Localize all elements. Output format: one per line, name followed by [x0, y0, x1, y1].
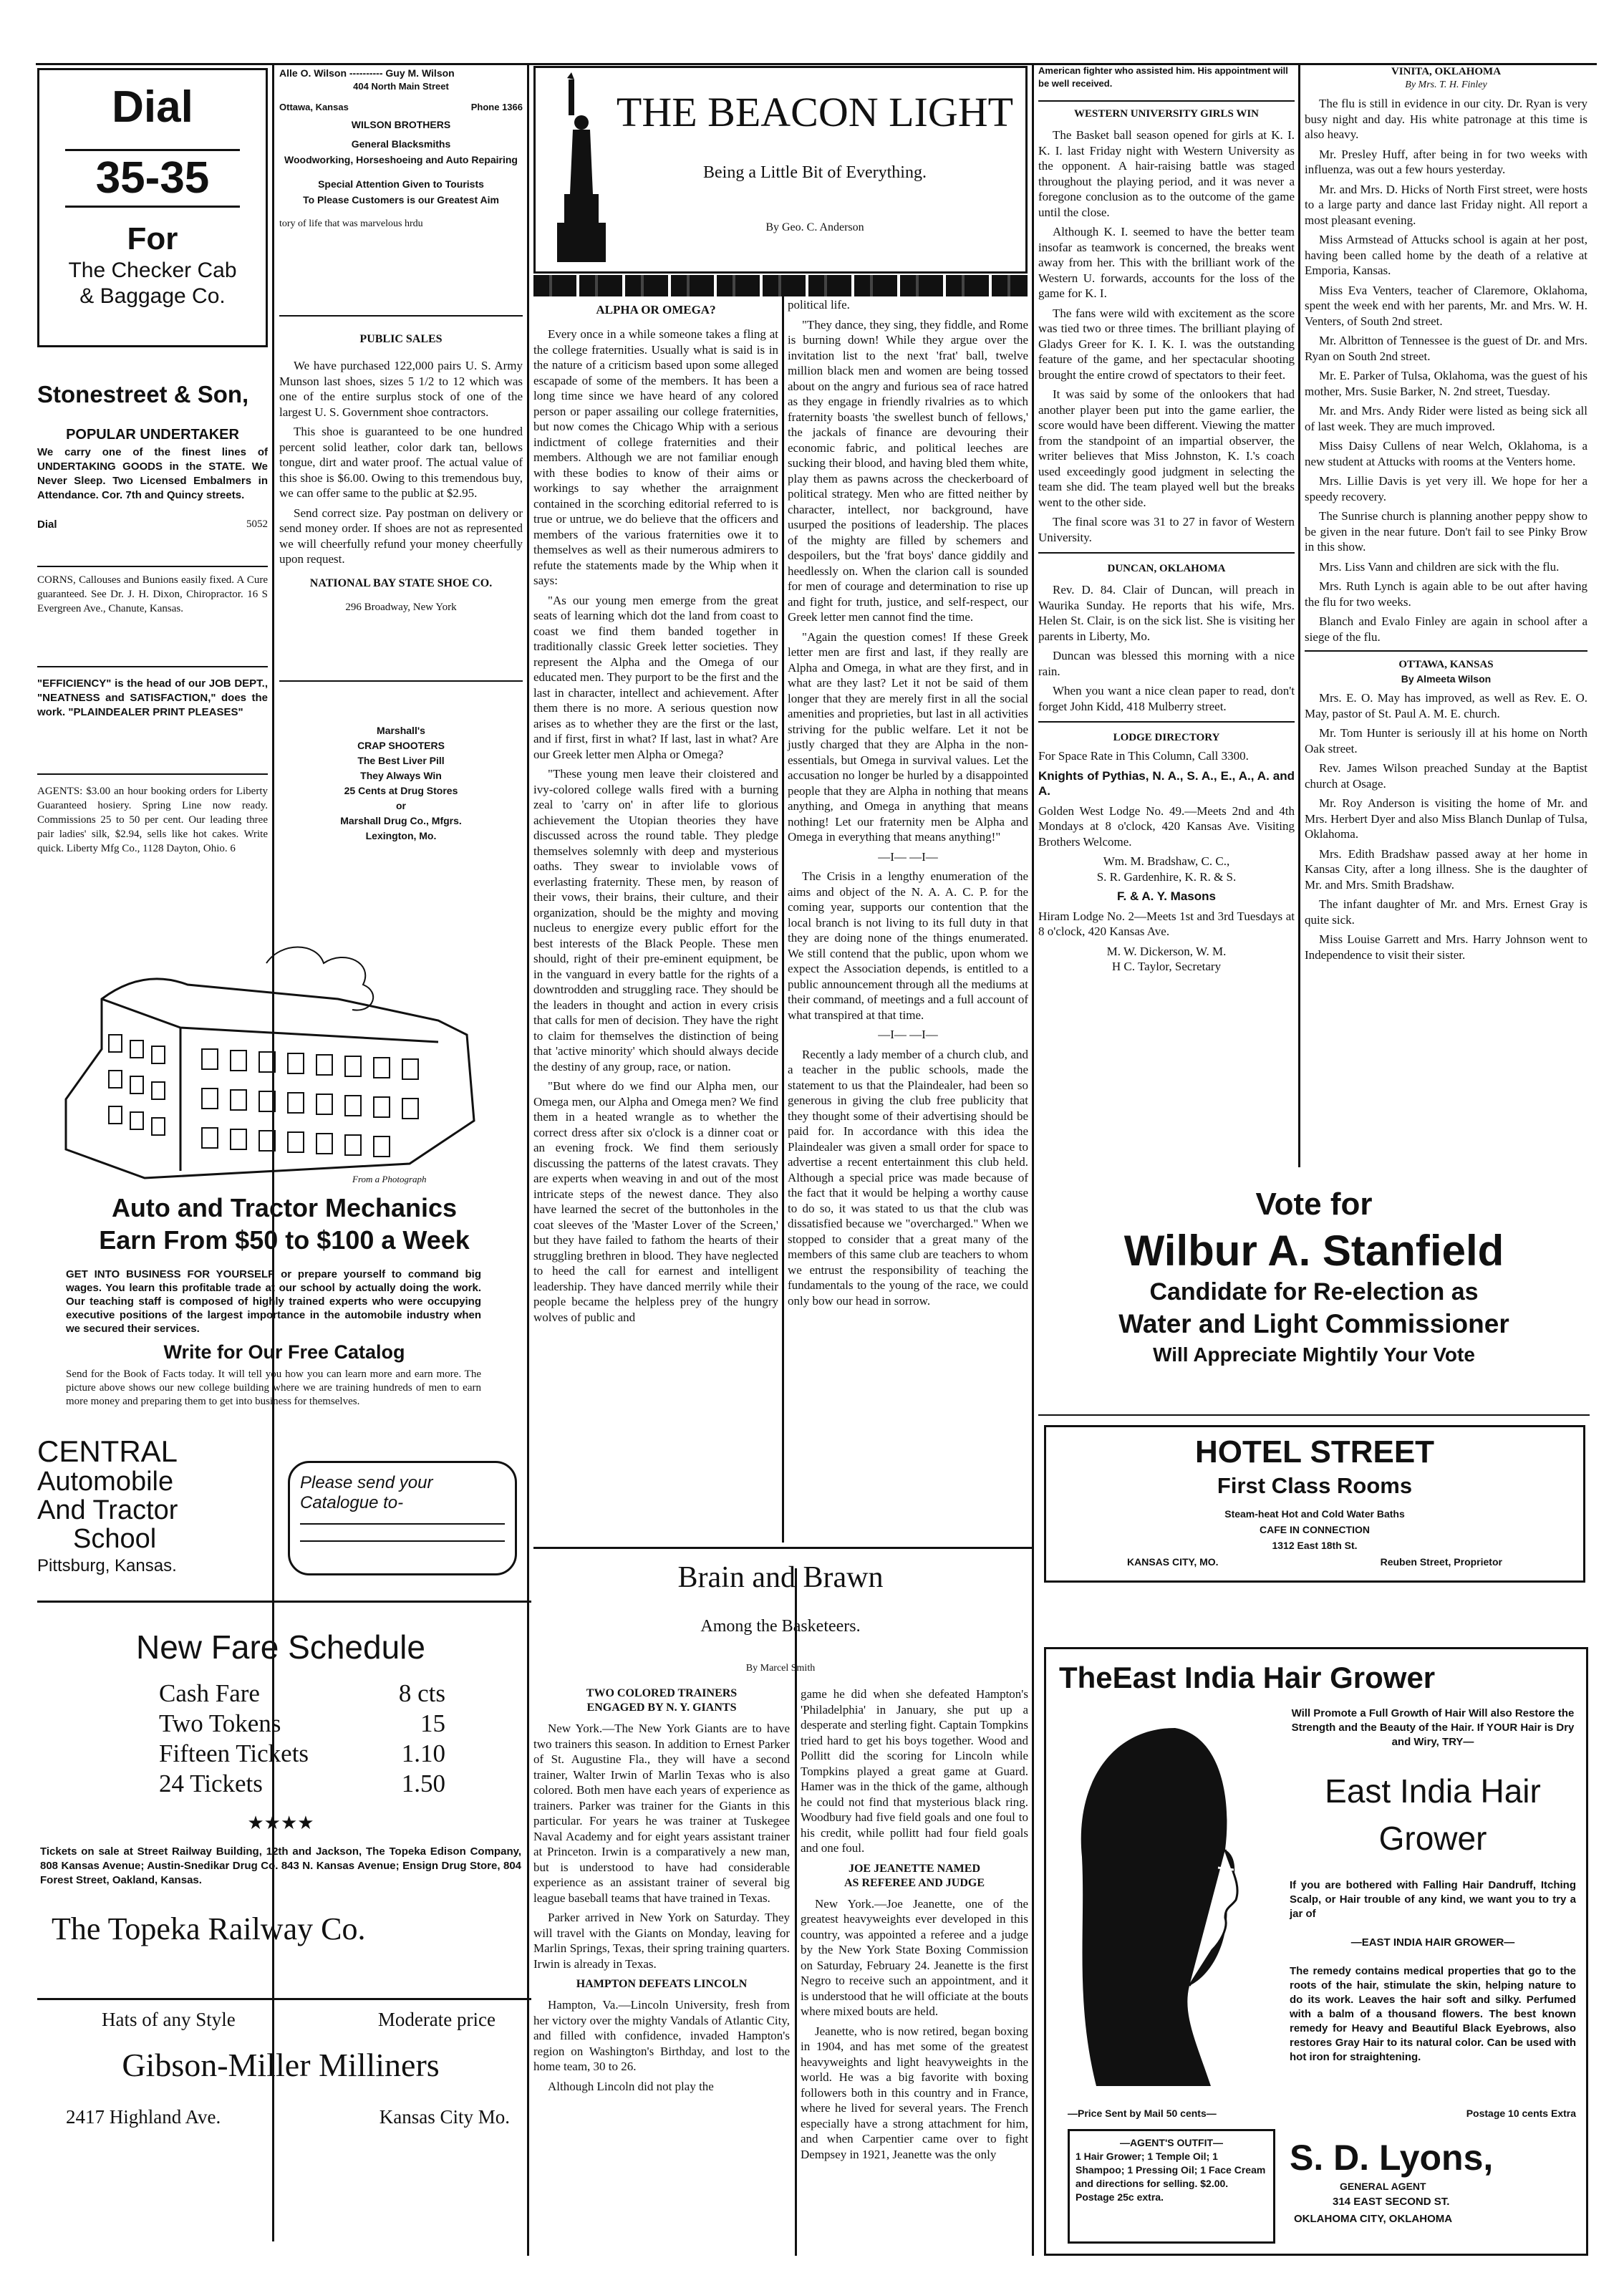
beacon-column-b [788, 297, 1028, 1547]
public-sales-ad [279, 329, 523, 659]
vinita-byline: By Mrs. T. H. Finley [1405, 79, 1487, 90]
stonestreet-ad [37, 380, 268, 566]
news-paragraph: Mr. and Mrs. Andy Rider were listed as being sick all of last week. They are much improved. [1305, 404, 1587, 433]
ottawa-headline: OTTAWA, KANSAS [1398, 659, 1494, 670]
beacon-light-masthead [533, 66, 1028, 274]
western-university-story [1038, 127, 1295, 545]
sports-paragraph: Jeanette, who is now retired, began boxing in 1904, and has met some of the greatest heavyweights and light heavyweights in the world. He was a big favorite with boxing followers both in this country and in France, where he lived for several years. The French especially have a strong attachment for him, and when Carpentier came over to fight Dempsey in 1921, Jeanette was the only [801, 2024, 1028, 2161]
fare-row [159, 1709, 445, 1739]
fare-schedule-ad [37, 1626, 524, 1984]
hotel-line: CAFE IN CONNECTION [1260, 1524, 1370, 1535]
western-university-headline: WESTERN UNIVERSITY GIRLS WIN [1074, 108, 1259, 120]
stonestreet-title: Stonestreet & Son, [37, 381, 249, 407]
school-building-illustration [37, 935, 531, 1199]
beacon-column-a [533, 301, 778, 1547]
candidate-appeal: Will Appreciate Mightily Your Vote [1153, 1343, 1475, 1366]
stonestreet-sub: POPULAR UNDERTAKER [66, 427, 239, 443]
wilson-phone: Phone 1366 [470, 102, 523, 112]
agent-outfit-head: —AGENT'S OUTFIT— [1119, 2137, 1224, 2148]
news-paragraph: Mrs. Ruth Lynch is again able to be out after having the flu for two weeks. [1305, 579, 1587, 609]
beacon-title: THE BEACON LIGHT [616, 89, 1014, 135]
lodge-directory-headline: LODGE DIRECTORY [1113, 732, 1220, 743]
news-paragraph: Mr. E. Parker of Tulsa, Oklahoma, was the guest of his mother, Mrs. Susie Barker, N. 2nd street, Tuesday. [1305, 369, 1587, 398]
news-paragraph: Mr. Presley Huff, after being in for two weeks with influenza, was out a few hours yesterday. [1305, 147, 1587, 176]
coupon-line [300, 1523, 505, 1525]
candidate-name: Wilbur A. Stanfield [1123, 1227, 1504, 1275]
stonestreet-phone: 5052 [246, 518, 268, 530]
agent-role: GENERAL AGENT [1340, 2181, 1426, 2192]
gibson-city: Kansas City Mo. [379, 2106, 510, 2128]
wilson-line: To Please Customers is our Greatest Aim [303, 194, 499, 206]
news-paragraph: The Sunrise church is planning another peppy show to be given in the near future. Don't fail to see Pinky Brow in this show. [1305, 509, 1587, 554]
news-paragraph: Miss Daisy Cullens of near Welch, Oklahoma, is a new student at Attucks with rooms at the Venters home. [1305, 439, 1587, 468]
gibson-bottom-row [37, 2103, 524, 2131]
alpha-omega-headline: ALPHA OR OMEGA? [596, 303, 716, 317]
sports-paragraph: Parker arrived in New York on Saturday. They will travel with the Giants on Monday, leaving for Marlin Springs, Texas, their spring training quarters. Irwin is already in Texas. [533, 1911, 790, 1971]
coupon-line [300, 1540, 505, 1542]
wilson-names: Alle O. Wilson ---------- Guy M. Wilson [279, 67, 455, 79]
school-name-line: School [73, 1524, 157, 1554]
hotel-city: KANSAS CITY, MO. [1127, 1556, 1219, 1568]
beacon-paragraph: "But where do we find our Alpha men, our Omega men, our Alpha and Omega men? We find them in a heated wrangle as to whether the correct dress after six o'clock is a dinner coat or an evening frock. We find them seriously discussing the patterns of the latest cravats. They are experts when weaving in and out of the most intricate steps of the newest dance. They also have learned the secret of the buttonholes in the coat sleeves of the 'Master Lover of the Screen,' but they have failed to fathom the hearts of their struggling brethren in blood. They have neglected to heed the call for earnest and intelligent leadership. They have danced merrily while their people became the helpless prey of the hungry wolves of public and [533, 1079, 778, 1324]
fare-label: Two Tokens [159, 1709, 281, 1737]
news-paragraph: The fans were wild with excitement as the score was tied two or three times. The brilliant playing of Gladys Greer for K. I. K. I. was the outstanding feature of the game, and her spectacular shooting brought the entire crowd of spectators to their feet. [1038, 306, 1295, 382]
hair-brand: Grower [1378, 1820, 1487, 1857]
sports-headline: HAMPTON DEFEATS LINCOLN [576, 1978, 748, 1990]
hair-grower-tagline: Will Promote a Full Growth of Hair Will also Restore the Strength and the Beauty of the Hair. If YOUR Hair is Dry and Wiry, TRY— [1291, 1707, 1575, 1748]
hair-grower-copy: If you are bothered with Falling Hair Dandruff, Itching Scalp, or Hair trouble of any kind, we want you to try a jar of [1290, 1879, 1576, 1920]
news-paragraph: Miss Armstead of Attucks school is again at her post, having been called home by the death of a relative at Emporia, Kansas. [1305, 233, 1587, 277]
sports-text-b [801, 1686, 1028, 1856]
lodge-line: Knights of Pythias, N. A., S. A., E., A., A. and A. [1038, 768, 1295, 798]
news-paragraph: Rev. D. 84. Clair of Duncan, will preach in Waurika Sunday. He reports that his wife, Mrs. Helen St. Clair, is on the sick list. She is visiting her parents in Liberty, Mo. [1038, 583, 1295, 643]
fare-value: 1.10 [401, 1739, 445, 1767]
beacon-subtitle: Being a Little Bit of Everything. [703, 163, 927, 182]
sports-text-b2 [801, 1896, 1028, 2163]
lodge-line: F. & A. Y. Masons [1117, 889, 1216, 903]
dial-for: For [127, 221, 178, 256]
beacon-paragraph: Every once in a while someone takes a fling at the college fraternities. Usually what is said is in the nature of a criticism based upon some alleged escapade of some of the members. It has been a long time since we have heard of any colored person or paper assailing our college fraternities, but now comes the Chicago Whip with a serious indictment of college fraternities and their members. Although we are not familiar enough with these bodies to know of their aims or workings to say whether the arraignment contained in the scorching editorial referred to is true or untrue, we do believe that the officers and members of the various fraternities owe it to themselves as well as their numerous admirers to refute the statements made by the Whip when it says: [533, 327, 778, 587]
hotel-proprietor: Reuben Street, Proprietor [1380, 1556, 1502, 1568]
school-name-line: And Tractor [37, 1495, 178, 1525]
efficiency-ad: "EFFICIENCY" is the head of our JOB DEPT., "NEATNESS and SATISFACTION," does the work. "PLAINDEALER PRINT PLEASES" [37, 677, 268, 718]
sports-paragraph: New York.—Joe Jeanette, one of the greatest heavyweights ever developed in this country, was appointed a referee and a judge by the New York State Boxing Commission on Saturday, February 24. Jeanette is the first Negro to receive such an appointment, and it is understood that he will officiate at the bouts where mixed bouts are held. [801, 1896, 1028, 2018]
corns-ad: CORNS, Callouses and Bunions easily fixed. A Cure guaranteed. See Dr. J. H. Dixon, Chiropractor. 16 S Evergreen Ave., Chanute, Kansas. [37, 574, 268, 614]
news-paragraph: Mrs. E. O. May has improved, as well as Rev. E. O. May, pastor of St. Paul A. M. E. church. [1305, 691, 1587, 720]
dial-title: Dial [112, 82, 193, 132]
gibson-price: Moderate price [377, 2009, 496, 2030]
sports-paragraph: game he did when she defeated Hampton's 'Philadelphia' in January, she put up a desperate and sterling fight. Captain Tompkins tried hard to get his boys together. Wood and Pollitt did the scoring for Lincoln while Tompkins played a great game at Guard. Hamer was in the thick of the game, although he could not find that mysterious black ring. Woodbury had five field goals and one foul to his credit, while pollitt had four field goals and one foul. [801, 1687, 1028, 1855]
sports-paragraph: New York.—The New York Giants are to have two trainers this season. In addition to Ernest Parker of St. Augustine Fla., they will have a second trainer, Walter Irwin of Marlin Texas who is also colored. Both men have each years of experience as trainers. Parker was trainer for the Giants in this particular. For years he was trainer at Tuskegee Naval Academy and for eight years assistant trainer at Princeton. Irwin is a comparatively a new man, but is understood to have had considerable experience as an assistant trainer of several big league baseball teams that have trained in Texas. [533, 1722, 790, 1905]
gibson-miller-ad [37, 2005, 524, 2148]
wilson-firm: WILSON BROTHERS [351, 119, 451, 130]
beacon-decorative-band [533, 275, 1028, 296]
beacon-byline: By Geo. C. Anderson [765, 221, 864, 233]
column-rule [1032, 64, 1034, 2256]
gibson-address: 2417 Highland Ave. [66, 2106, 221, 2128]
gibson-style: Hats of any Style [102, 2009, 236, 2030]
agent-outfit-body: 1 Hair Grower; 1 Temple Oil; 1 Shampoo; 1 Pressing Oil; 1 Face Cream and directions for selling. $2.00. Postage 25c extra. [1076, 2151, 1266, 2203]
lodge-line: Hiram Lodge No. 2—Meets 1st and 3rd Tuesdays at 8 o'clock, 420 Kansas Ave. [1038, 909, 1295, 938]
agent-city: OKLAHOMA CITY, OKLAHOMA [1294, 2213, 1453, 2225]
lodge-line: M. W. Dickerson, W. M. [1106, 944, 1227, 958]
news-paragraph: Mr. and Mrs. D. Hicks of North First street, were hosts to a large party and dance last Friday night. All report a most pleasant evening. [1305, 182, 1587, 227]
public-sales-paragraph: Send correct size. Pay postman on delivery or send money order. If shoes are not as represented we will cheerfully refund your money cheerfully upon request. [279, 506, 523, 566]
news-paragraph: The final score was 31 to 27 in favor of Western University. [1038, 515, 1295, 544]
shoe-company: NATIONAL BAY STATE SHOE CO. [309, 576, 493, 589]
news-paragraph: Duncan was blessed this morning with a nice rain. [1038, 649, 1295, 678]
separator: —I— —I— [878, 1028, 938, 1041]
marshall-line: The Best Liver Pill [357, 755, 445, 766]
news-paragraph: Mr. Tom Hunter is seriously ill at his home on North Oak street. [1305, 726, 1587, 756]
sports-column-b [801, 1686, 1028, 2259]
hair-price-row [1068, 2108, 1576, 2119]
news-paragraph: Mrs. Lillie Davis is yet very ill. We hope for her a speedy recovery. [1305, 474, 1587, 503]
news-paragraph: It was said by some of the onlookers that had another player been put into the game earlier, the score would have been different. Viewing the matter from the standpoint of an impartial observer, the writer believes that Miss Johnston, K. I.'s coach used exceedingly good judgment in selecting the team she did. The team played well but the breaks went to the other side. [1038, 387, 1295, 509]
beacon-text-b [788, 297, 1028, 1308]
brain-brawn-title: Brain and Brawn [677, 1561, 884, 1594]
hair-grower-product: —EAST INDIA HAIR GROWER— [1350, 1936, 1515, 1949]
fare-value: 15 [420, 1709, 445, 1737]
public-sales-paragraph: This shoe is guaranteed to be one hundred percent solid leather, color dark tan, bellows tongue, dirt and water proof. The actual value of this shoe is $6.00. Owing to this tremendous buy, we can offer same to the public at $2.95. [279, 425, 523, 500]
fare-title: New Fare Schedule [136, 1628, 425, 1666]
fare-label: Cash Fare [159, 1679, 260, 1707]
shoe-company-address: 296 Broadway, New York [345, 601, 457, 613]
hotel-line: Steam-heat Hot and Cold Water Baths [1224, 1508, 1405, 1520]
marshall-line: or [396, 800, 406, 811]
marshall-line: 25 Cents at Drug Stores [344, 785, 458, 796]
fare-row [159, 1739, 445, 1769]
candidate-line: Candidate for Re-election as [1149, 1278, 1479, 1305]
news-paragraph: The infant daughter of Mr. and Mrs. Ernest Gray is quite sick. [1305, 897, 1587, 927]
news-paragraph: Mr. Albritton of Tennessee is the guest of Dr. and Mrs. Ryan on South 2nd street. [1305, 334, 1587, 363]
sports-headline: TWO COLORED TRAINERS [586, 1687, 738, 1699]
public-sales-paragraph: We have purchased 122,000 pairs U. S. Army Munson last shoes, sizes 5 1/2 to 12 which was one of the entire surplus stock of one of the largest U. S. Government shoe contractors. [279, 359, 523, 419]
sports-headline: ENGAGED BY N. Y. GIANTS [586, 1701, 737, 1714]
hotel-title: HOTEL STREET [1194, 1434, 1435, 1469]
news-paragraph: Although K. I. seemed to have the better team insofar as teamwork is concerned, the breaks went away from her. This with the brilliant work of the Western U. forwards, accounts for the loss of the game for K. I. [1038, 225, 1295, 300]
marshall-ad [279, 723, 523, 874]
agent-name: S. D. Lyons, [1290, 2138, 1494, 2178]
lodge-line: Wm. M. Bradshaw, C. C., [1103, 854, 1230, 868]
lodge-line: S. R. Gardenhire, K. R. & S. [1096, 869, 1237, 884]
lodge-line: For Space Rate in This Column, Call 3300. [1038, 749, 1249, 763]
school-name [37, 1436, 281, 1579]
public-sales-title: PUBLIC SALES [359, 333, 443, 345]
fare-table [159, 1679, 445, 1799]
sports-paragraph: Although Lincoln did not play the [548, 2079, 714, 2093]
news-paragraph: The flu is still in evidence in our city. Dr. Ryan is very busy night and day. His white patronage at this time is also heavy. [1305, 97, 1587, 141]
fare-label: Fifteen Tickets [159, 1739, 309, 1767]
auto-body: GET INTO BUSINESS FOR YOURSELF or prepare yourself to command big wages. You learn this profitable trade at our school by actually doing the work. Our teaching staff is composed of highly trained experts who were occupying executive positions of the largest importance in the automobile industry when we secured their services. [66, 1268, 481, 1335]
hair-postage: Postage 10 cents Extra [1466, 2108, 1576, 2119]
hair-grower-description: The remedy contains medical properties that go to the roots of the hair, stimulate the skin, helping nature to do its work. Leaves the hair soft and silky. Perfumed with a balm of a thousand flowers. The best known remedy for Heavy and Beautiful Black Eyebrows, also restores Gray Hair to its natural color. Can be used with hot iron for straightening. [1290, 1965, 1576, 2063]
sports-headline: JOE JEANETTE NAMED [848, 1862, 981, 1875]
beacon-paragraph: "These young men leave their cloistered and ivy-colored college walls fired with a burning zeal to 'carry on' in after life to glorious achievement the Utopian theories they have discussed across the round table. They pledge themselves solemnly with deep and mysterious oaths. They swear to inviolable vows of everlasting fraternity. These men, by reason of their vows, their brains, their culture, and their organization, should be the mighty and moving nucleus to energize every public effort for the best interests of the Black People. These men should, right of their pre-eminent equipment, be in the vanguard in every battle for the rights of a downtrodden and struggling race. They should be the leaders in thought and action in every crisis that calls for men of decision. They have the right to claim for themselves the distinction of being that 'active minority' which should always decide the destiny of any group, race, or nation. [533, 767, 778, 1073]
auto-school-ad [37, 935, 531, 1593]
vinita-headline: VINITA, OKLAHOMA [1391, 66, 1502, 77]
catalog-coupon[interactable] [288, 1461, 517, 1575]
news-paragraph: Mrs. Liss Vann and children are sick with the flu. [1319, 559, 1560, 574]
news-paragraph: Rev. James Wilson preached Sunday at the Baptist church at Osage. [1305, 761, 1587, 791]
wilson-line: Special Attention Given to Tourists [318, 178, 484, 190]
wilson-city: Ottawa, Kansas [279, 102, 349, 112]
fare-row [159, 1769, 445, 1799]
school-city: Pittsburg, Kansas. [37, 1556, 177, 1575]
gibson-name: Gibson-Miller Milliners [122, 2047, 440, 2083]
sports-column-a [533, 1686, 790, 2259]
woman-portrait-illustration [1053, 1714, 1290, 2093]
sports-headline: AS REFEREE AND JUDGE [844, 1876, 985, 1889]
fare-value: 8 cts [398, 1679, 445, 1707]
candidate-office: Water and Light Commissioner [1118, 1309, 1509, 1338]
dial-company-2: & Baggage Co. [79, 284, 226, 308]
hotel-street-ad [1044, 1425, 1585, 1583]
column4-top-fragment: American fighter who assisted him. His appointment will be well received. [1038, 65, 1288, 89]
hair-grower-ad [1044, 1647, 1588, 2256]
statue-of-liberty-icon [546, 72, 610, 266]
lodge-directory [1038, 748, 1295, 975]
beacon-paragraph: political life. [788, 298, 850, 312]
wilson-address: 404 North Main Street [353, 81, 449, 92]
gibson-top-row [37, 2005, 524, 2034]
public-sales-body [279, 358, 523, 567]
agents-ad: AGENTS: $3.00 an hour booking orders for Liberty Guaranteed hosiery. Spring Line now ready. Commissions 25 to 50 per cent. Our leading three pair ladies' silk, $2.94, sells like hot cakes. Write quick. Liberty Mfg Co., 1128 Dayton, Ohio. 6 [37, 786, 268, 854]
catalog-head: Write for Our Free Catalog [163, 1341, 405, 1363]
ottawa-story [1305, 690, 1587, 962]
ottawa-byline: By Almeeta Wilson [1401, 673, 1492, 685]
column-rule [1298, 64, 1300, 1167]
sports-paragraph: Hampton, Va.—Lincoln University, fresh from her victory over the mighty Vandals of Atlantic City, and filled with confidence, invaded Hampton's region on Washington's Birthday, and lost to the home team, 30 to 26. [533, 1998, 790, 2073]
stonestreet-phone-row [37, 518, 268, 531]
beacon-paragraph: "They dance, they sing, they fiddle, and Rome is burning down! While they argue over the invitation list to the next 'frat' ball, twelve million black men and women are being tossed about on the angry and furious sea of race hatred as they engage in friendly rivalries as to which fraternity boasts 'the swellest bunch of fellows,' the jackals of finance are devouring their economic fabric, and political leeches are sucking their blood, and having bled them white, play them as pawns across the checkerboard of political strategy. Men who are fitted neither by character, intellect, nor background, have usurped the positions of leadership. The places of the mighty are filled by schemers and despoilers, but the 'frat boys' dance giddily and heedlessly on. When the clarion call is sounded for men of courage and determination to rise up and fight for truth, justice, and self-respect, our Greek letter men cannot find the time. [788, 317, 1028, 624]
catalog-body: Send for the Book of Facts today. It will tell you how you can learn more and earn more. The picture above shows our new college building where we are training hundreds of men to earn more money and preparing them to get into business for themselves. [66, 1369, 481, 1407]
checker-cab-ad [37, 68, 268, 347]
duncan-headline: DUNCAN, OKLAHOMA [1107, 563, 1226, 574]
column5-news [1305, 64, 1587, 1182]
wilson-city-row [279, 99, 523, 116]
marshall-line: CRAP SHOOTERS [357, 740, 445, 751]
brain-brawn-byline: By Marcel Smith [745, 1663, 816, 1674]
beacon-paragraph: Recently a lady member of a church club, and a teacher in the public schools, made the statement to us that the Plaindealer, had been so generous in giving the club free publicity that they thought some of their advertising should be paid for. In accordance with this idea the Plaindealer was given a small order for space to advertise a recent entertainment this club held. Although a special price was made because of the fact that it would be helping a worthy cause to do so, it was stated to us that the club was dissatisfied because we "overcharged." When we stopped to consider that a great many of the members of this same club are teachers to whom we entrust the responsibility of teaching the fundamentals to the young of the race, we could only bow our head in sorrow. [788, 1047, 1028, 1308]
dial-number: 35-35 [65, 149, 240, 208]
column4-news [1038, 106, 1295, 973]
marshall-line: Marshall's [377, 725, 425, 736]
photo-caption: From a Photograph [352, 1174, 427, 1184]
dial-company: The Checker Cab [68, 259, 237, 282]
stonestreet-dial: Dial [37, 518, 57, 531]
separator: —I— —I— [878, 849, 938, 864]
stanfield-campaign-ad [1038, 1174, 1590, 1389]
news-paragraph: Miss Eva Venters, teacher of Claremore, Oklahoma, spent the week end with her parents, Mr. and Mrs. W. H. Venters, of South 2nd street. [1305, 283, 1587, 328]
sports-text-a [533, 1721, 790, 1971]
hair-grower-title: TheEast India Hair Grower [1059, 1661, 1436, 1694]
fare-label: 24 Tickets [159, 1770, 263, 1797]
wilson-fragment: tory of life that was marvelous hrdu [279, 218, 423, 229]
beacon-paragraph: "Again the question comes! If these Greek letter men are first and last, if they really are Alpha and Omega, in what are they first, and in what are they last? Let it not be said of them longer that they are merely first in all the social amenities and proprieties, but last in all activities striving for the public welfare. Let it not be justly charged that they are Alpha in the non-essentials, but Omega in survival values. Let the accusation no longer be hurled by a disappointed people that they are Alpha in nothing that means anything, and Omega in anything that means nothing! Let our fraternity men be Alpha and Omega in everything that means anything!" [788, 629, 1028, 844]
stonestreet-body: We carry one of the finest lines of UNDERTAKING GOODS in the STATE. We Never Sleep. Two Licensed Embalmers in Attendance. Cor. 7th and Quincy streets. [37, 446, 268, 501]
brain-brawn-subtitle: Among the Basketeers. [700, 1617, 861, 1636]
wilson-line: General Blacksmiths [351, 138, 451, 150]
agent-address: 314 EAST SECOND ST. [1333, 2196, 1450, 2208]
fare-stars: ★★★★ [247, 1812, 314, 1833]
fare-value: 1.50 [401, 1770, 445, 1797]
coupon-text: Please send your [300, 1473, 433, 1492]
fare-row [159, 1679, 445, 1709]
auto-subhead: Earn From $50 to $100 a Week [99, 1225, 470, 1255]
beacon-paragraph: "As our young men emerge from the great seats of learning which dot the land from coast to coast we find them banded together in traditionally classic Greek letter societies. They represent the Alpha and the Omega of our educated men. They purport to be the first and the last in character, intellect and achievement. After them there is no more. A serious question now arises as to whether they are the first or the last, and if first, first in what? If last, last in what? Are our Greek letter men Alpha or Omega? [533, 593, 778, 761]
hair-price: —Price Sent by Mail 50 cents— [1068, 2108, 1217, 2119]
column-rule [782, 275, 784, 1543]
hair-brand: East India Hair [1325, 1772, 1541, 1810]
news-paragraph: Blanch and Evalo Finley are again in school after a siege of the flu. [1305, 614, 1587, 644]
marshall-line: Lexington, Mo. [365, 830, 437, 841]
marshall-line: They Always Win [360, 770, 442, 781]
news-paragraph: Mr. Roy Anderson is visiting the home of Mr. and Mrs. Herbert Dyer and also Miss Blanch Dunlap of Tulsa, Oklahoma. [1305, 796, 1587, 841]
duncan-story [1038, 582, 1295, 714]
lodge-line: H C. Taylor, Secretary [1111, 960, 1222, 973]
wilson-brothers-ad [279, 66, 523, 295]
railway-company: The Topeka Railway Co. [52, 1911, 366, 1946]
lodge-line: Golden West Lodge No. 49.—Meets 2nd and 4th Mondays at 8 o'clock, 420 Kansas Ave. Visiting Brothers Welcome. [1038, 803, 1295, 849]
news-paragraph: When you want a nice clean paper to read, don't forget John Kidd, 418 Mulberry street. [1038, 684, 1295, 713]
school-name-line: Automobile [37, 1467, 174, 1497]
hotel-subtitle: First Class Rooms [1217, 1473, 1413, 1498]
school-name-line: CENTRAL [37, 1434, 178, 1468]
wilson-line: Woodworking, Horseshoeing and Auto Repairing [284, 154, 518, 165]
vinita-story [1305, 96, 1587, 645]
sports-text-a2 [533, 1997, 790, 2094]
coupon-text: Catalogue to- [300, 1493, 404, 1512]
marshall-line: Marshall Drug Co., Mfgrs. [340, 815, 462, 826]
beacon-text-a [533, 327, 778, 1325]
news-paragraph: The Basket ball season opened for girls at K. I. K. I. last Friday night with Western University as the opponent. A hair-raising battle was staged throughout the playing period, and it was never a foregone conclusion as to the outcome of the game until the close. [1038, 128, 1295, 219]
hotel-bottom-row [1046, 1553, 1583, 1570]
news-paragraph: Mrs. Edith Bradshaw passed away at her home in Kansas City, after a long illness. She is the daughter of Mr. and Mrs. Smith Bradshaw. [1305, 846, 1587, 892]
beacon-paragraph: The Crisis in a lengthy enumeration of the aims and object of the N. A. A. C. P. for the coming year, supports our contention that the local branch is not living to its full duty in that they are doing none of the things enumerated. We still contend that the public, upon whom we expect the Association depends, is entitled to a public announcement through all the mediums at their command, of meetings and a full account of what transpired at that time. [788, 869, 1028, 1022]
auto-headline: Auto and Tractor Mechanics [111, 1193, 458, 1222]
vote-for: Vote for [1255, 1187, 1373, 1222]
agent-signature [1290, 2136, 1576, 2228]
fare-body: Tickets on sale at Street Railway Building, 12th and Jackson, The Topeka Edison Company, 808 Kansas Avenue; Austin-Snedikar Drug Co. 843 N. Kansas Avenue; Ensign Drug Store, 804 Forest Street, Oakland, Kansas. [40, 1845, 521, 1886]
agent-outfit-box [1068, 2129, 1275, 2244]
hotel-line: 1312 East 18th St. [1272, 1540, 1358, 1551]
news-paragraph: Miss Louise Garrett and Mrs. Harry Johnson went to Independence to visit their sister. [1305, 932, 1587, 962]
